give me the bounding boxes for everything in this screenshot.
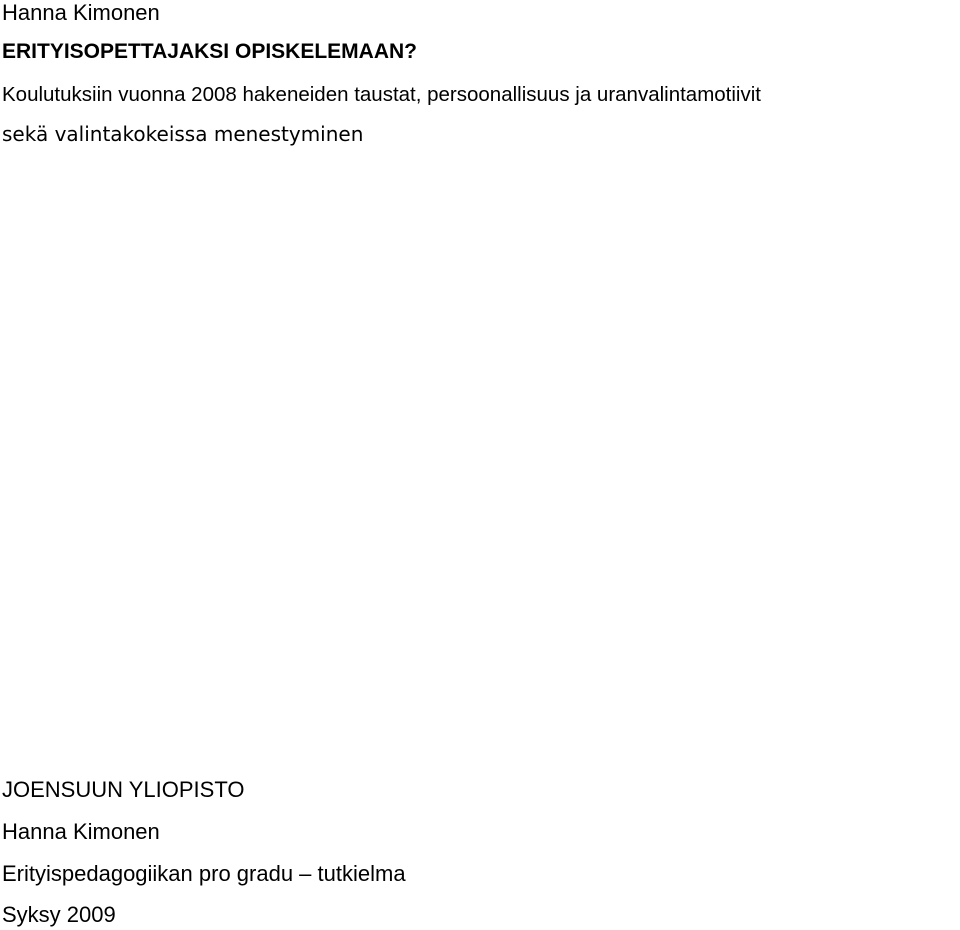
semester-date: Syksy 2009 <box>2 902 116 927</box>
thesis-subtitle-line-2: sekä valintakokeissa menestyminen <box>2 122 364 146</box>
thesis-title: ERITYISOPETTAJAKSI OPISKELEMAAN? <box>2 40 417 63</box>
thesis-subtitle-line-1: Koulutuksiin vuonna 2008 hakeneiden taustat, persoonallisuus ja uranvalintamotiivit <box>2 83 761 106</box>
author-name-top: Hanna Kimonen <box>2 0 160 25</box>
university-name: JOENSUUN YLIOPISTO <box>2 777 245 802</box>
author-name-bottom: Hanna Kimonen <box>2 819 160 844</box>
thesis-type: Erityispedagogiikan pro gradu – tutkielma <box>2 861 406 886</box>
